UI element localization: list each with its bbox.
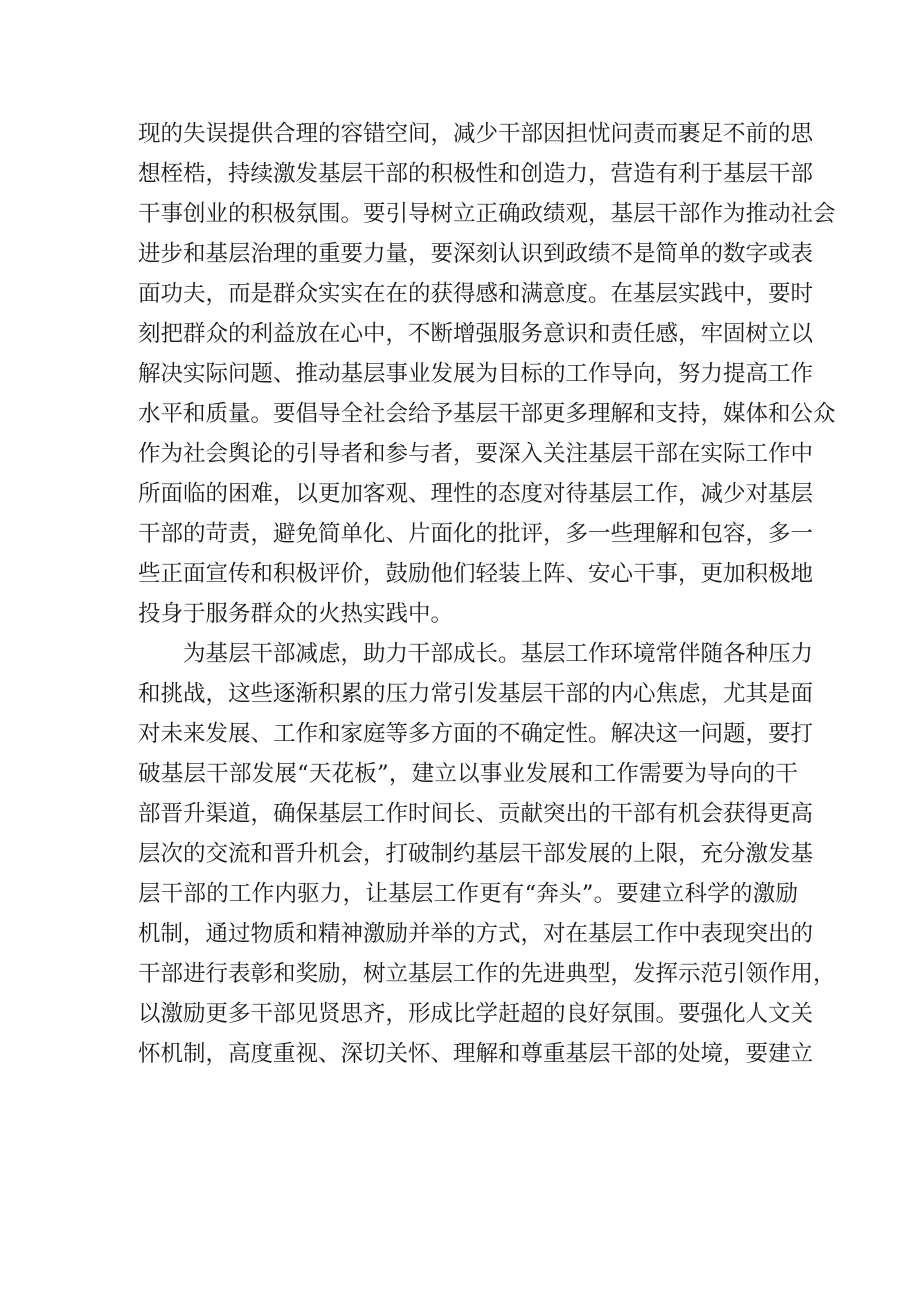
text-line: 作为社会舆论的引导者和参与者，要深入关注基层干部在实际工作中 <box>138 441 814 467</box>
text-line: 些正面宣传和积极评价，鼓励他们轻装上阵、安心干事，更加积极地 <box>138 561 814 587</box>
text-line: 和挑战，这些逐渐积累的压力常引发基层干部的内心焦虑，尤其是面 <box>138 681 814 707</box>
text-line: 对未来发展、工作和家庭等多方面的不确定性。解决这一问题，要打 <box>138 721 814 747</box>
text-line: 部晋升渠道，确保基层工作时间长、贡献突出的干部有机会获得更高 <box>138 801 814 827</box>
text-line: 以激励更多干部见贤思齐，形成比学赶超的良好氛围。要强化人文关 <box>138 1001 814 1027</box>
text-line: 层次的交流和晋升机会，打破制约基层干部发展的上限，充分激发基 <box>138 841 814 867</box>
text-line: 所面临的困难，以更加客观、理性的态度对待基层工作，减少对基层 <box>138 481 814 507</box>
text-line: 怀机制，高度重视、深切关怀、理解和尊重基层干部的处境，要建立 <box>138 1041 814 1067</box>
text-line: 机制，通过物质和精神激励并举的方式，对在基层工作中表现突出的 <box>138 921 814 947</box>
text-line: 现的失误提供合理的容错空间，减少干部因担忧问责而裹足不前的思 <box>138 121 814 147</box>
text-line: 想桎梏，持续激发基层干部的积极性和创造力，营造有利于基层干部 <box>138 161 814 187</box>
text-line: 投身于服务群众的火热实践中。 <box>138 601 454 627</box>
text-line: 面功夫，而是群众实实在在的获得感和满意度。在基层实践中，要时 <box>138 281 814 307</box>
paragraph-2 <box>138 634 836 1074</box>
text-line: 干部进行表彰和奖励，树立基层工作的先进典型，发挥示范引领作用， <box>138 961 836 987</box>
body-text <box>138 114 836 1074</box>
text-line: 进步和基层治理的重要力量，要深刻认识到政绩不是简单的数字或表 <box>138 241 814 267</box>
paragraph-1 <box>138 114 836 634</box>
text-line: 干部的苛责，避免简单化、片面化的批评，多一些理解和包容，多一 <box>138 521 814 547</box>
text-line: 刻把群众的利益放在心中，不断增强服务意识和责任感，牢固树立以 <box>138 321 814 347</box>
text-line: 破基层干部发展“天花板”，建立以事业发展和工作需要为导向的干 <box>138 761 798 787</box>
text-line: 干事创业的积极氛围。要引导树立正确政绩观，基层干部作为推动社会 <box>138 201 836 227</box>
text-line: 解决实际问题、推动基层事业发展为目标的工作导向，努力提高工作 <box>138 361 814 387</box>
text-line: 水平和质量。要倡导全社会给予基层干部更多理解和支持，媒体和公众 <box>138 401 836 427</box>
text-line: 层干部的工作内驱力，让基层工作更有“奔头”。要建立科学的激励 <box>138 881 798 907</box>
text-line: 为基层干部减虑，助力干部成长。基层工作环境常伴随各种压力 <box>183 641 814 667</box>
